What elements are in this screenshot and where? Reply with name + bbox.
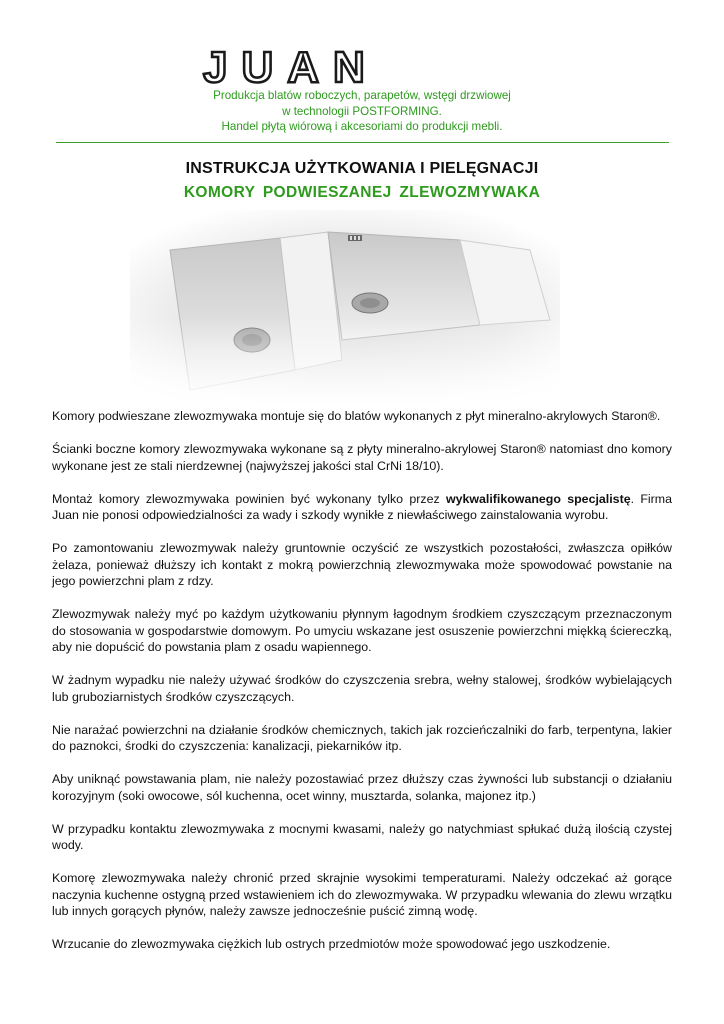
juan-logo-graphic: [195, 40, 449, 90]
paragraph: Aby uniknąć powstawania plam, nie należy pozostawiać przez dłuższy czas żywności lub substancji o działaniu korozyjnym (soki owocowe, sól kuchenna, ocet winny, musztarda, solanka, majonez itp.): [52, 772, 672, 803]
logo-text: JUAN: [203, 43, 379, 90]
tagline-line: w technologii POSTFORMING.: [282, 104, 442, 118]
paragraph: Ścianki boczne komory zlewozmywaka wykonane są z płyty mineralno-akrylowej Staron® natomiast dno komory wykonane jest ze stali nierdzewnej (najwyższej jakości stal CrNi 18/10).: [52, 442, 672, 473]
paragraph: [52, 491, 672, 524]
paragraph: Komorę zlewozmywaka należy chronić przed skrajnie wysokimi temperaturami. Należy odczekać aż gorące naczynia kuchenne ostygną przed wstawieniem ich do zlewozmywaka. W przypadku wlewania do zlewu wrzątku lub innych gorących płynów, należy zawsze jednocześnie puścić zimną wodę.: [52, 871, 672, 918]
paragraph-text: . Firma Juan nie ponosi odpowiedzialności za wady i szkody wynikłe z niewłaściwego zainstalowania wyrobu.: [52, 491, 672, 522]
paragraph: Po zamontowaniu zlewozmywak należy gruntownie oczyścić ze wszystkich pozostałości, zwłaszcza opiłków żelaza, ponieważ dłuższy ich kontakt z mokrą powierzchnią zlewozmywaka może spowodować powstanie na jego powierzchni plam z rdzy.: [52, 541, 672, 588]
paragraph: Zlewozmywak należy myć po każdym użytkowaniu płynnym łagodnym środkiem czyszczącym przeznaczonym do stosowania w gospodarstwie domowym. Po umyciu wskazane jest osuszenie powierzchni miękką ściereczką, aby nie dopuścić do powstania plam z osadu wapiennego.: [52, 607, 672, 654]
paragraph-text: Montaż komory zlewozmywaka powinien być wykonany tylko przez: [52, 491, 446, 506]
company-tagline: [120, 88, 604, 135]
instructions-body: [52, 408, 672, 969]
emphasis-text: wykwalifikowanego specjalistę: [445, 491, 631, 506]
sink-illustration: [130, 210, 560, 405]
sink-photo: [130, 210, 560, 405]
paragraph: Komory podwieszane zlewozmywaka montuje się do blatów wykonanych z płyt mineralno-akrylowych Staron®.: [52, 409, 661, 423]
paragraph: Wrzucanie do zlewozmywaka ciężkich lub ostrych przedmiotów może spowodować jego uszkodzenie.: [52, 937, 611, 951]
tagline-line: Produkcja blatów roboczych, parapetów, wstęgi drzwiowej: [213, 89, 511, 102]
document-title: INSTRUKCJA UŻYTKOWANIA I PIELĘGNACJI: [185, 160, 539, 177]
juan-logo: [195, 40, 449, 90]
document-subtitle: KOMORY PODWIESZANEJ ZLEWOZMYWAKA: [183, 184, 541, 201]
paragraph: W żadnym wypadku nie należy używać środków do czyszczenia srebra, wełny stalowej, środków wybielających lub gruboziarnistych środków czyszczących.: [52, 673, 672, 704]
header-divider: [56, 142, 669, 143]
paragraph: Nie narażać powierzchni na działanie środków chemicznych, takich jak rozcieńczalniki do farb, terpentyna, lakier do paznokci, środki do czyszczenia: kanalizacji, piekarników itp.: [52, 722, 672, 753]
tagline-line: Handel płytą wiórową i akcesoriami do produkcji mebli.: [221, 120, 503, 133]
paragraph: W przypadku kontaktu zlewozmywaka z mocnymi kwasami, należy go natychmiast spłukać dużą ilością czystej wody.: [52, 821, 672, 852]
